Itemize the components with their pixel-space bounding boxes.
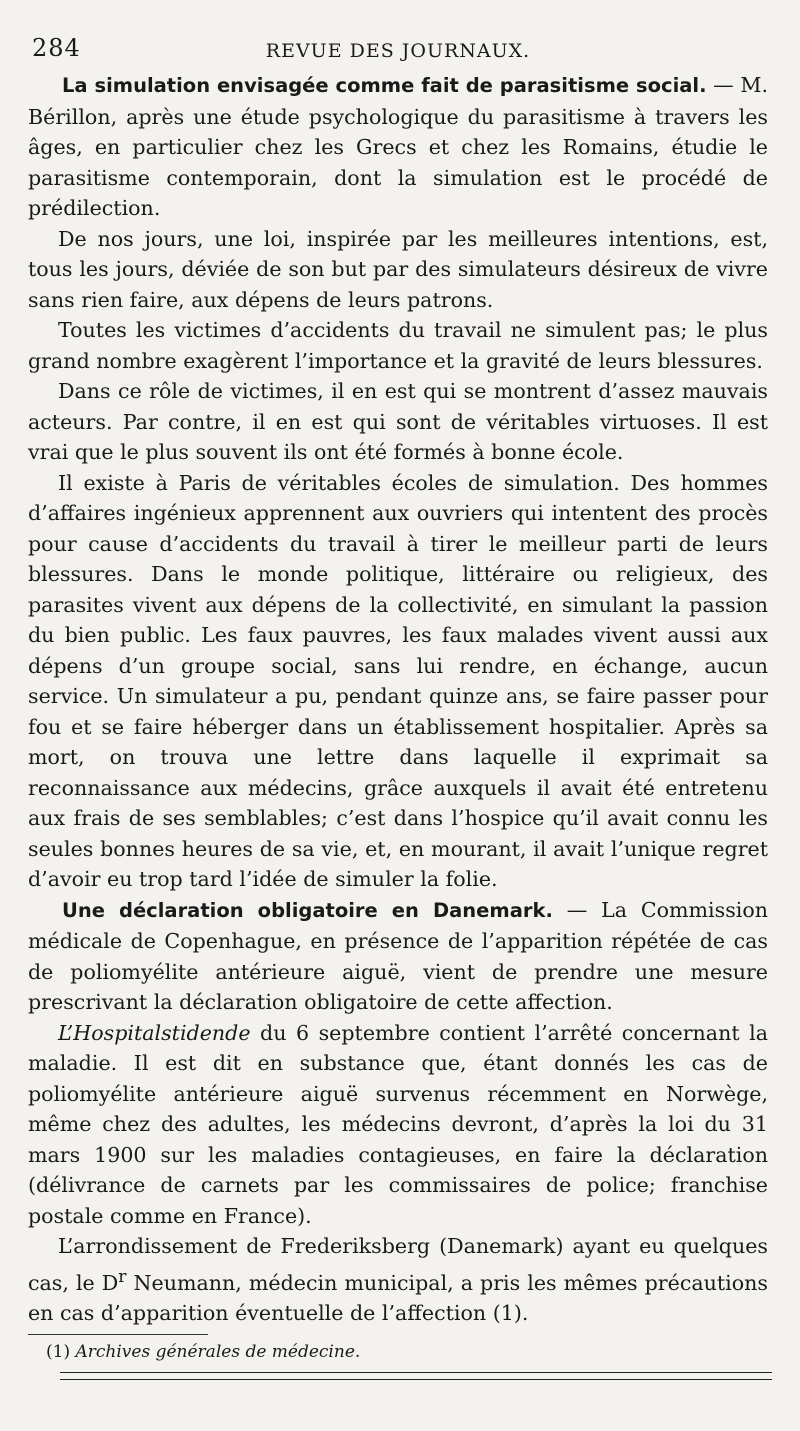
bottom-rules bbox=[60, 1372, 772, 1386]
article1-paragraph-2: De nos jours, une loi, inspirée par les meilleures intentions, est, tous les jours, déviée de son but par des simulateurs désireux de vivre sans rien faire, aux dépens de leurs patrons. bbox=[28, 226, 768, 312]
article2-p1-text: — La Commission médicale de Copenhague, en présence de l’apparition répétée de cas de poliomyélite antérieure aiguë, vient de prendre une mesure prescrivant la déclaration obligatoire de cette affection. bbox=[28, 897, 769, 1014]
footnote-marker: (1) bbox=[46, 1342, 71, 1363]
bottom-rule-2 bbox=[60, 1379, 772, 1380]
article1-paragraph-1 bbox=[28, 70, 768, 224]
page bbox=[28, 30, 768, 1363]
footnote-text: Archives générales de médecine. bbox=[75, 1342, 361, 1363]
footnote-rule bbox=[28, 1334, 208, 1335]
article2-p3-text-a: L’arrondissement de Frederiksberg (Danemark) ayant eu quelques cas, le D bbox=[28, 1234, 768, 1295]
article-body bbox=[28, 70, 768, 1328]
article2-paragraph-1 bbox=[28, 895, 768, 1018]
article2-p3-text-b: Neumann, médecin municipal, a pris les mêmes précautions en cas d’apparition éventuelle de l’affection (1). bbox=[28, 1270, 768, 1325]
journal-name: L’Hospitalstidende bbox=[58, 1020, 251, 1045]
running-title: REVUE DES JOURNAUX. bbox=[265, 40, 531, 62]
page-header bbox=[28, 30, 768, 70]
article2-title: Une déclaration obligatoire en Danemark. bbox=[62, 898, 553, 922]
article2-p3-superscript: r bbox=[118, 1266, 127, 1287]
article2-p2-text: du 6 septembre contient l’arrêté concernant la maladie. Il est dit en substance que, étant donnés les cas de poliomyélite antérieure aiguë survenus récemment en Norwège, même chez des adultes, les médecins devront, d’après la loi du 31 mars 1900 sur les maladies contagieuses, en faire la déclaration (délivrance de carnets par les commissaires de police; franchise postale comme en France). bbox=[28, 1020, 768, 1228]
article1-paragraph-4: Dans ce rôle de victimes, il en est qui se montrent d’assez mauvais acteurs. Par contre, il en est qui sont de véritables virtuoses. Il est vrai que le plus souvent ils ont été formés à bonne école. bbox=[28, 379, 768, 464]
article1-title: La simulation envisagée comme fait de parasitisme social. bbox=[62, 74, 707, 97]
article2-paragraph-2 bbox=[28, 1018, 768, 1232]
bottom-rule-1 bbox=[60, 1372, 772, 1373]
article1-paragraph-3: Toutes les victimes d’accidents du travail ne simulent pas; le plus grand nombre exagèrent l’importance et la gravité de leurs blessures. bbox=[28, 318, 768, 373]
page-number: 284 bbox=[32, 34, 81, 62]
article1-p1-text: — M. Bérillon, après une étude psychologique du parasitisme à travers les âges, en particulier chez les Grecs et chez les Romains, étudie le parasitisme contemporain, dont la simulation est le procédé de prédilection. bbox=[28, 73, 769, 220]
article1-paragraph-5: Il existe à Paris de véritables écoles de simulation. Des hommes d’affaires ingénieux apprennent aux ouvriers qui intentent des procès pour cause d’accidents du travail à tirer le meilleur parti de leurs blessures. Dans le monde politique, littéraire ou religieux, des parasites vivent aux dépens de la collectivité, en simulant la passion du bien public. Les faux pauvres, les faux malades vivent aussi aux dépens d’un groupe social, sans lui rendre, en échange, aucun service. Un simulateur a pu, pendant quinze ans, se faire passer pour fou et se faire héberger dans un établissement hospitalier. Après sa mort, on trouva une lettre dans laquelle il exprimait sa reconnaissance aux médecins, grâce auxquels il avait été entretenu aux frais de ses semblables; c’est dans l’hospice qu’il avait connu les seules bonnes heures de sa vie, et, en mourant, il avait l’unique regret d’avoir eu trop tard l’idée de simuler la folie. bbox=[28, 470, 768, 891]
footnote bbox=[28, 1341, 768, 1363]
article2-paragraph-3 bbox=[28, 1231, 768, 1328]
